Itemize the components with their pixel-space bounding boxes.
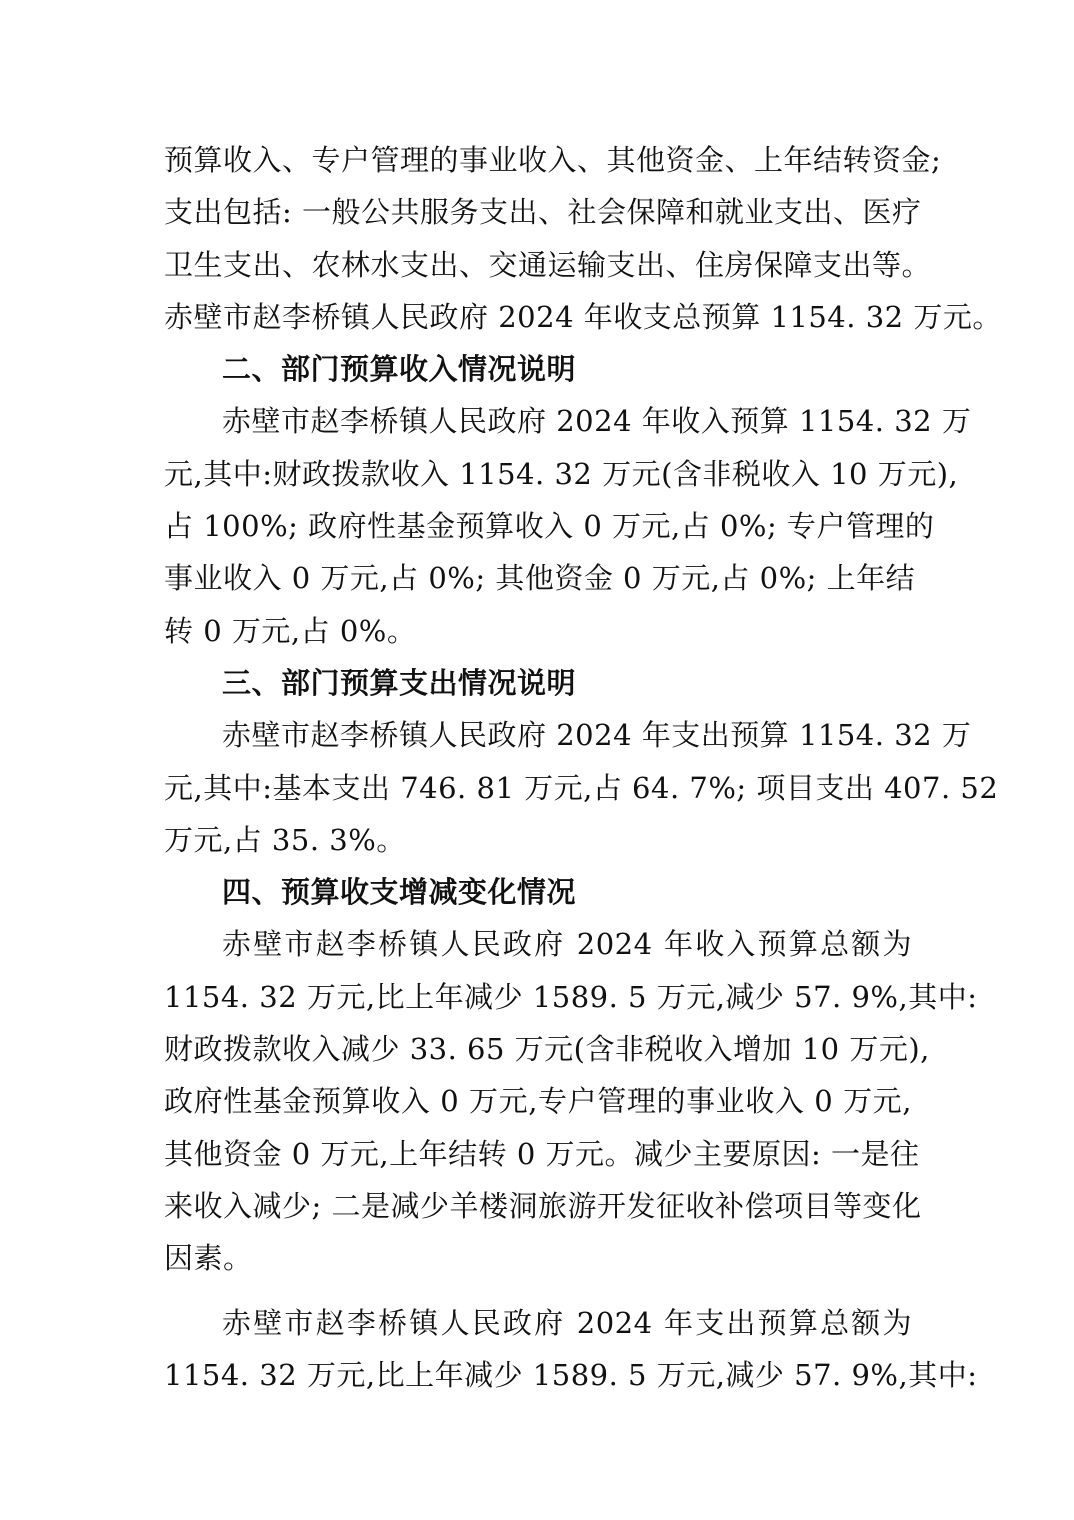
body-line: 元,其中:财政拨款收入 1154. 32 万元(含非税收入 10 万元), (164, 456, 959, 491)
body-line: 元,其中:基本支出 746. 81 万元,占 64. 7%; 项目支出 407. 52 (164, 770, 999, 805)
document-page (164, 134, 1002, 1401)
body-line: 政府性基金预算收入 0 万元,专户管理的事业收入 0 万元, (164, 1084, 912, 1119)
body-line: 赤壁市赵李桥镇人民政府 2024 年支出预算 1154. 32 万 (222, 718, 972, 753)
body-line: 支出包括: 一般公共服务支出、社会保障和就业支出、医疗 (164, 195, 922, 230)
body-line: 因素。 (164, 1241, 253, 1276)
section-heading-changes: 四、预算收支增减变化情况 (222, 875, 577, 910)
body-line: 1154. 32 万元,比上年减少 1589. 5 万元,减少 57. 9%,其中: (164, 1357, 978, 1392)
body-line: 赤壁市赵李桥镇人民政府 2024 年收入预算 1154. 32 万 (222, 404, 972, 439)
body-line: 赤壁市赵李桥镇人民政府 2024 年收入预算总额为 (222, 927, 912, 962)
body-line: 赤壁市赵李桥镇人民政府 2024 年支出预算总额为 (222, 1305, 912, 1340)
body-line: 卫生支出、农林水支出、交通运输支出、住房保障支出等。 (164, 247, 932, 282)
body-line: 占 100%; 政府性基金预算收入 0 万元,占 0%; 专户管理的 (164, 509, 935, 544)
body-line: 其他资金 0 万元,上年结转 0 万元。减少主要原因: 一是往 (164, 1136, 920, 1171)
section-heading-expenditure: 三、部门预算支出情况说明 (222, 665, 577, 700)
paragraph-gap (164, 1285, 912, 1297)
section-heading-income: 二、部门预算收入情况说明 (222, 352, 577, 387)
body-line: 赤壁市赵李桥镇人民政府 2024 年收支总预算 1154. 32 万元。 (164, 299, 1002, 334)
body-line: 来收入减少; 二是减少羊楼洞旅游开发征收补偿项目等变化 (164, 1188, 922, 1223)
body-line: 预算收入、专户管理的事业收入、其他资金、上年结转资金; (164, 143, 942, 177)
body-line: 1154. 32 万元,比上年减少 1589. 5 万元,减少 57. 9%,其中: (164, 979, 978, 1014)
body-line: 事业收入 0 万元,占 0%; 其他资金 0 万元,占 0%; 上年结 (164, 561, 916, 596)
body-line: 转 0 万元,占 0%。 (164, 613, 417, 648)
body-line: 财政拨款收入减少 33. 65 万元(含非税收入增加 10 万元), (164, 1032, 930, 1067)
body-line: 万元,占 35. 3%。 (164, 822, 406, 857)
